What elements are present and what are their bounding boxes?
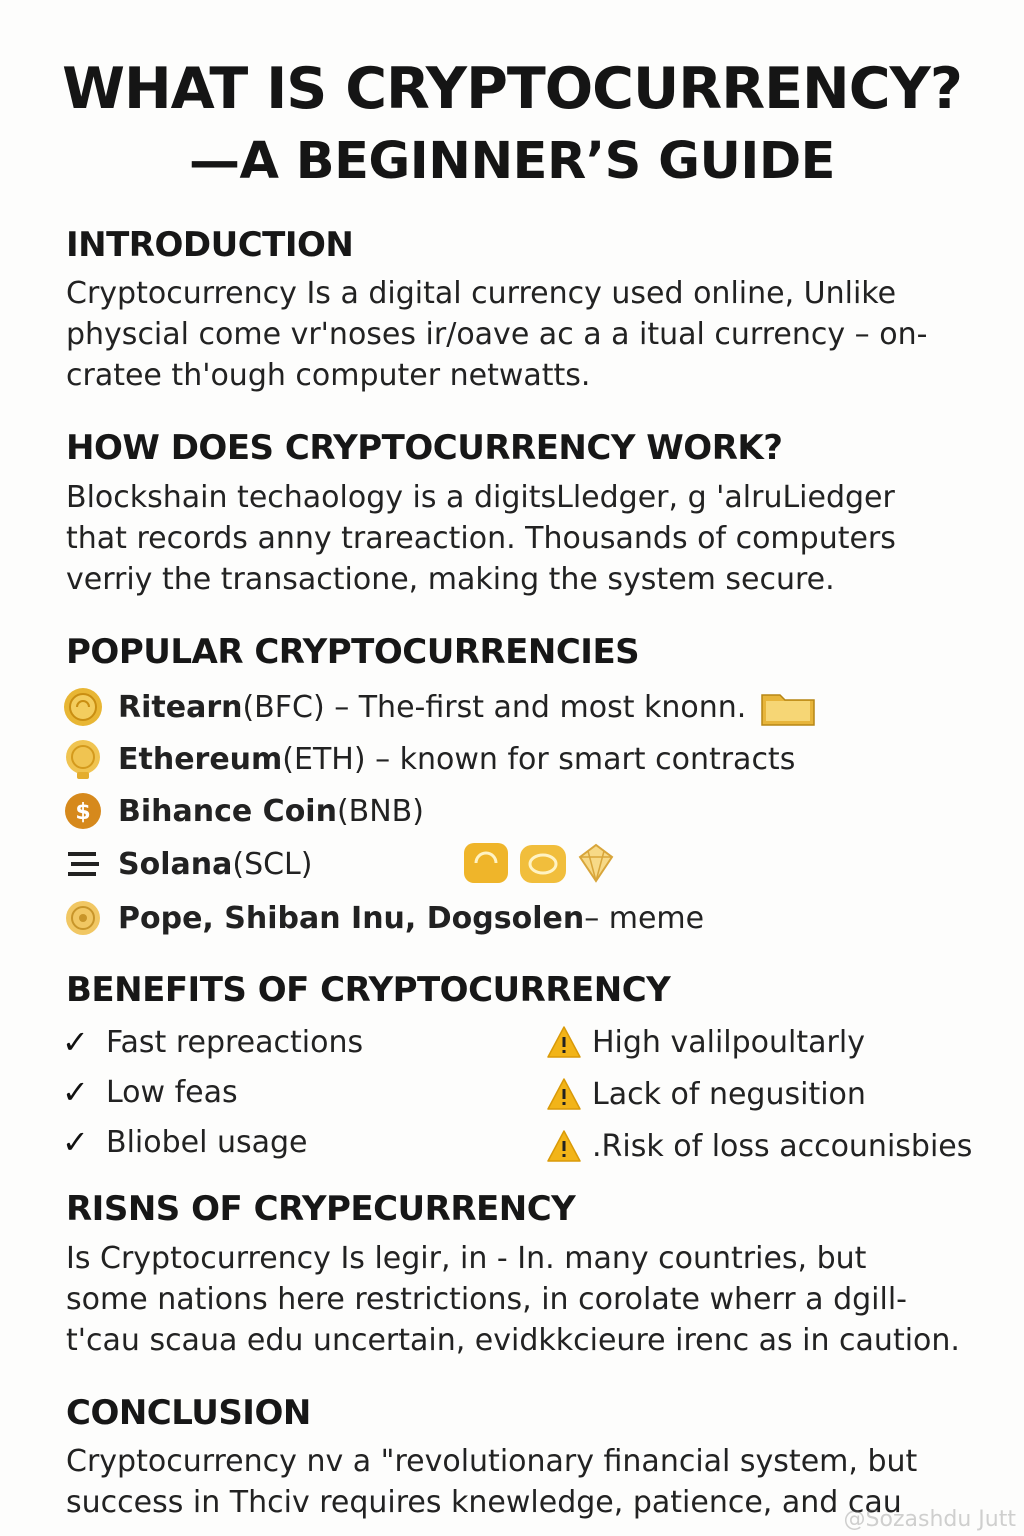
conclusion-heading: CONCLUSION	[66, 1393, 311, 1433]
coin-item	[62, 841, 632, 887]
coin-item	[62, 736, 795, 782]
ethereum-coin-icon	[62, 738, 104, 780]
risks-paragraph	[66, 1238, 966, 1361]
coin-item	[62, 788, 424, 834]
benefit-item	[62, 1117, 363, 1167]
drawback-item	[546, 1017, 972, 1067]
coin-item	[62, 684, 816, 730]
popular-heading: POPULAR CRYPTOCURRENCIES	[66, 632, 640, 672]
coin-name: Pope, Shiban Inu, Dogsolen	[118, 900, 585, 936]
introduction-paragraph	[66, 273, 966, 396]
checkmark-icon: ✓	[62, 1123, 89, 1161]
gold-coin-icon	[62, 686, 104, 728]
coin-item	[62, 895, 704, 941]
benefits-heading: BENEFITS OF CRYPTOCURRENCY	[66, 970, 671, 1010]
paragraph-line: Cryptocurrency Is a digital currency used online, Unlike	[66, 276, 897, 311]
warning-icon	[546, 1129, 582, 1163]
page-title: WHAT IS CRYPTOCURRENCY?	[62, 56, 962, 122]
risks-heading: RISNS OF CRYPECURRENCY	[66, 1189, 576, 1229]
benefit-item	[62, 1017, 363, 1067]
page-subtitle: —A BEGINNER’S GUIDE	[188, 132, 836, 191]
coin-name: Solana	[118, 846, 233, 882]
dollar-coin-icon	[62, 790, 104, 832]
drawback-item	[546, 1069, 972, 1119]
paragraph-line: physcial come vr'noses ir/oave ac a a itual currency – on-	[66, 317, 928, 352]
meme-coin-icon	[62, 897, 104, 939]
drawback-label: .Risk of loss accounisbies	[592, 1128, 973, 1164]
paragraph-line: t'cau scaua edu uncertain, evidkkcieure irenc as in caution.	[66, 1323, 960, 1358]
conclusion-paragraph	[66, 1441, 966, 1523]
paragraph-line: Blockshain techaology is a digitsLledger, g 'alruLiedger	[66, 480, 895, 515]
paragraph-line: that records anny trareaction. Thousands of computers	[66, 521, 896, 556]
watermark: @Sozashdu Jutt	[843, 1507, 1016, 1532]
benefit-label: Fast repreactions	[106, 1024, 364, 1060]
coin-description: (BNB)	[336, 793, 424, 829]
coin-name: Ritearn	[118, 689, 243, 725]
paragraph-line: Is Cryptocurrency Is legir, in - In. many countries, but	[66, 1241, 867, 1276]
warning-icon	[546, 1077, 582, 1111]
paragraph-line: cratee th'ough computer netwatts.	[66, 358, 591, 393]
paragraph-line: Cryptocurrency nv a "revolutionary financial system, but	[66, 1444, 918, 1479]
paragraph-line: success in Thciv requires knewledge, patience, and cau	[66, 1485, 902, 1520]
drawback-label: High valilpoultarly	[592, 1024, 865, 1060]
warning-icon	[546, 1025, 582, 1059]
solana-lines-icon	[62, 843, 104, 885]
checkmark-icon: ✓	[62, 1073, 89, 1111]
benefits-list	[62, 1017, 363, 1167]
coin-description: (ETH) – known for smart contracts	[282, 741, 796, 777]
how-it-works-heading: HOW DOES CRYPTOCURRENCY WORK?	[66, 428, 783, 468]
benefit-item	[62, 1067, 363, 1117]
paragraph-line: some nations here restrictions, in corolate wherr a dgill-	[66, 1282, 907, 1317]
coin-name: Bihance Coin	[118, 793, 337, 829]
how-it-works-paragraph	[66, 477, 966, 600]
drawback-label: Lack of negusition	[592, 1076, 866, 1112]
coin-description: – meme	[584, 900, 705, 936]
coin-stack-icons	[462, 839, 632, 889]
introduction-heading: INTRODUCTION	[66, 225, 354, 265]
drawback-item	[546, 1121, 972, 1171]
benefit-label: Low feas	[106, 1074, 238, 1110]
paragraph-line: verriy the transactione, making the system secure.	[66, 562, 835, 597]
coin-name: Ethereum	[118, 741, 283, 777]
drawbacks-list	[546, 1017, 972, 1171]
coin-description: (SCL)	[232, 846, 313, 882]
checkmark-icon: ✓	[62, 1023, 89, 1061]
folder-icon	[760, 687, 816, 727]
benefit-label: Bliobel usage	[106, 1124, 308, 1160]
svg-text:$: $	[75, 800, 91, 825]
coin-description: (BFC) – The-first and most knonn.	[242, 689, 747, 725]
